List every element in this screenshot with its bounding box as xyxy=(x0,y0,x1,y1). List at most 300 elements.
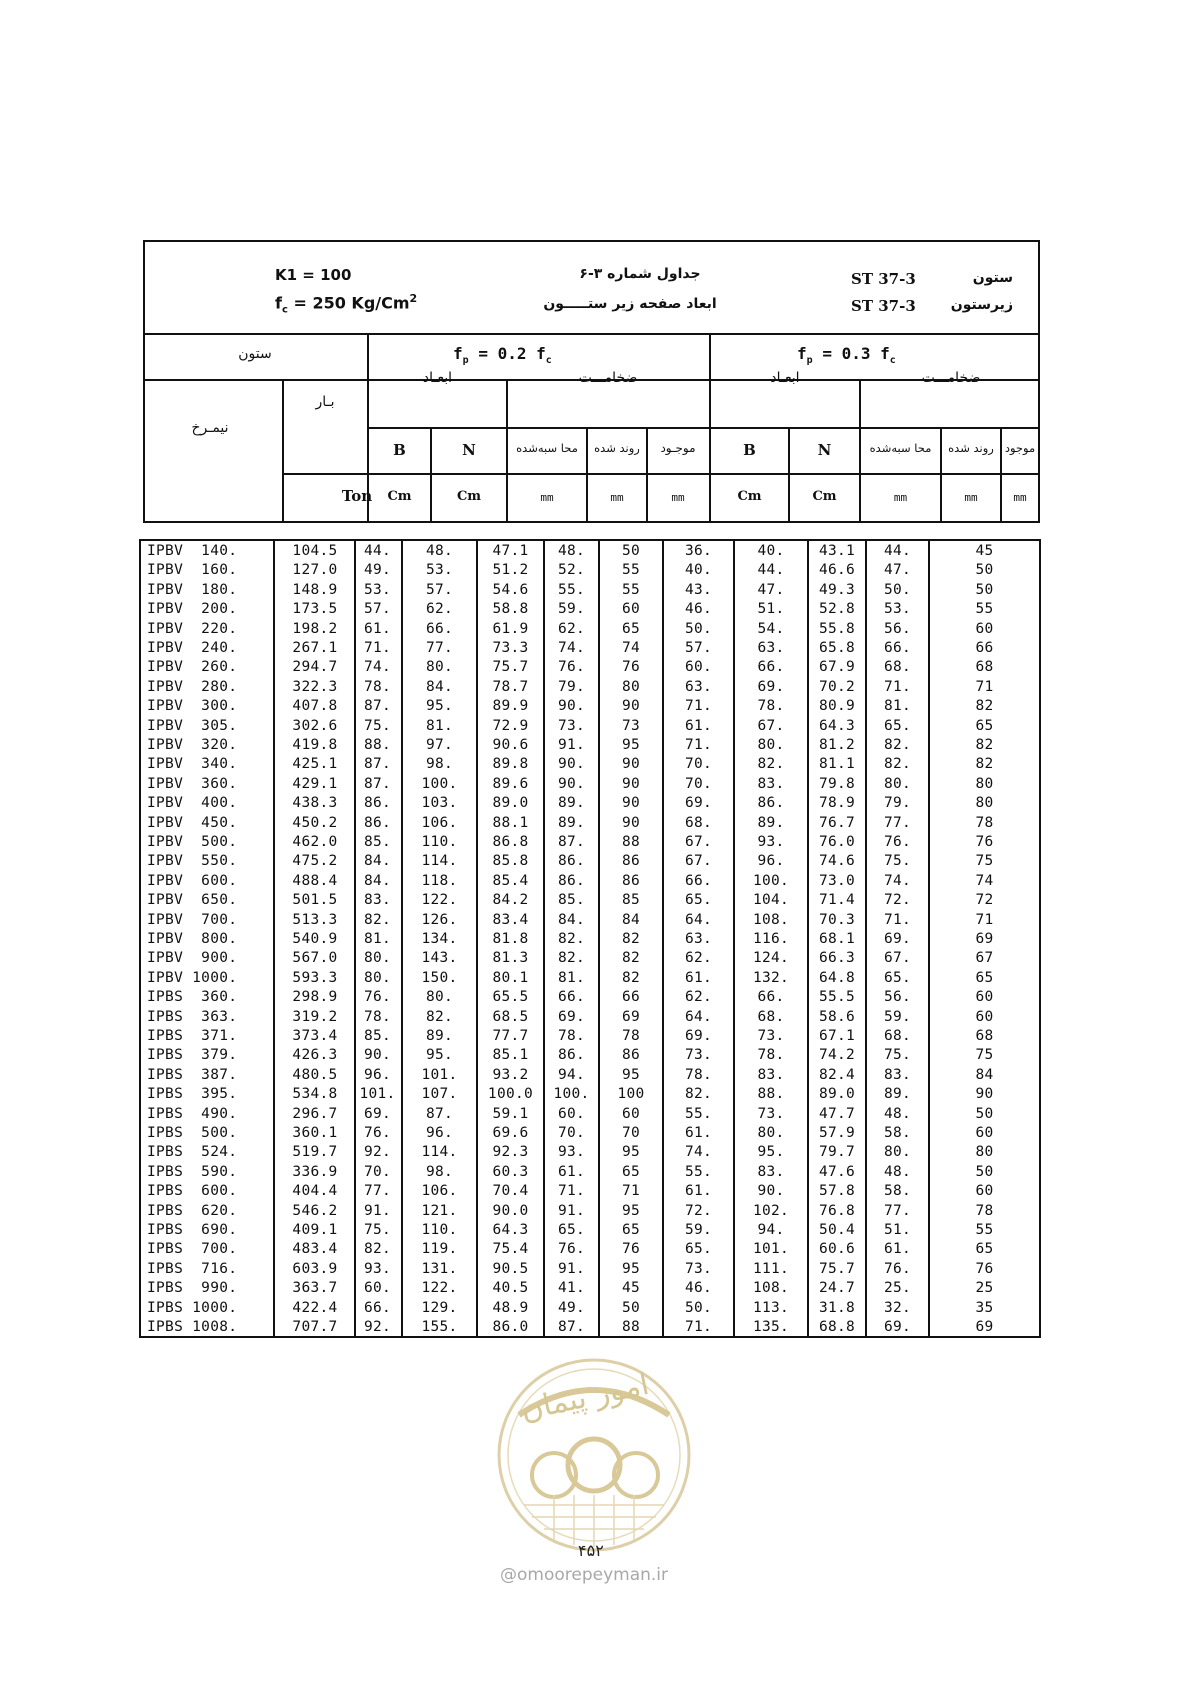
table-row xyxy=(141,600,1039,619)
value-cell: 76 xyxy=(975,1260,994,1277)
value-cell: 90. xyxy=(557,775,586,792)
table-row xyxy=(141,1221,1039,1240)
value-cell: 55. xyxy=(557,581,586,598)
value-cell: 409.1 xyxy=(292,1222,338,1238)
value-cell: 70. xyxy=(557,1125,586,1141)
table-row xyxy=(141,755,1039,774)
value-cell: 50 xyxy=(975,562,994,579)
value-cell: 61. xyxy=(684,1125,713,1141)
table-row xyxy=(141,891,1039,910)
value-cell: 438.3 xyxy=(292,795,338,812)
value-cell: 57. xyxy=(363,601,392,618)
value-cell: 44. xyxy=(757,562,785,579)
dims-header-02: ابعـاد xyxy=(422,370,453,386)
value-cell: 64.3 xyxy=(492,1222,529,1238)
value-cell: 267.1 xyxy=(292,640,338,656)
profile-cell: IPBS 620. xyxy=(147,1202,238,1219)
value-cell: 55. xyxy=(684,1163,713,1180)
value-cell: 462.0 xyxy=(292,834,338,850)
value-cell: 67 xyxy=(975,950,994,967)
value-cell: 80. xyxy=(757,1125,785,1141)
watermark-logo-text: امور پیمان xyxy=(517,1366,653,1429)
value-cell: 95 xyxy=(621,1202,641,1219)
value-cell: 114. xyxy=(421,1144,458,1161)
value-cell: 57.8 xyxy=(818,1183,856,1200)
value-cell: 104. xyxy=(752,892,790,909)
value-cell: 40. xyxy=(757,543,785,559)
value-cell: 71.4 xyxy=(818,892,856,909)
value-cell: 73. xyxy=(684,1047,713,1064)
value-cell: 65 xyxy=(975,969,994,986)
b-header-02: B xyxy=(393,441,406,459)
value-cell: 61. xyxy=(883,1241,912,1258)
value-cell: 80. xyxy=(363,950,392,967)
value-cell: 82 xyxy=(621,950,641,967)
value-cell: 87. xyxy=(363,756,392,773)
table-row xyxy=(141,581,1039,600)
value-cell: 87. xyxy=(363,698,392,715)
n-header-02: N xyxy=(462,441,476,459)
load-header: بـار xyxy=(315,394,335,410)
profile-cell: IPBV 180. xyxy=(147,581,238,598)
value-cell: 103. xyxy=(421,795,458,812)
table-row xyxy=(141,717,1039,736)
value-cell: 93.2 xyxy=(492,1066,529,1083)
value-cell: 68 xyxy=(975,659,994,676)
value-cell: 74. xyxy=(363,659,392,676)
value-cell: 65. xyxy=(684,1241,713,1258)
value-cell: 65 xyxy=(621,620,641,637)
value-cell: 66. xyxy=(757,989,785,1006)
value-cell: 81.2 xyxy=(818,737,856,753)
value-cell: 86.0 xyxy=(492,1319,529,1335)
value-cell: 52.8 xyxy=(818,601,856,618)
value-cell: 93. xyxy=(557,1144,586,1161)
value-cell: 65 xyxy=(975,1241,994,1258)
value-cell: 404.4 xyxy=(292,1183,338,1200)
value-cell: 56. xyxy=(883,620,912,637)
value-cell: 53. xyxy=(883,601,912,618)
value-cell: 546.2 xyxy=(292,1202,338,1219)
value-cell: 48. xyxy=(883,1163,912,1180)
table-row xyxy=(141,620,1039,639)
value-cell: 87. xyxy=(557,834,586,850)
value-cell: 81. xyxy=(557,969,586,986)
value-cell: 50 xyxy=(621,543,641,559)
profile-cell: IPBV 260. xyxy=(147,659,238,676)
value-cell: 419.8 xyxy=(292,737,338,753)
value-cell: 90 xyxy=(621,756,641,773)
value-cell: 475.2 xyxy=(292,853,338,870)
value-cell: 71. xyxy=(883,911,912,928)
value-cell: 90.0 xyxy=(492,1202,529,1219)
value-cell: 429.1 xyxy=(292,775,338,792)
table-row xyxy=(141,1008,1039,1027)
profile-cell: IPBS 360. xyxy=(147,989,238,1006)
value-cell: 488.4 xyxy=(292,872,338,889)
value-cell: 66.3 xyxy=(818,950,856,967)
n-header-03: N xyxy=(817,441,832,459)
value-cell: 90. xyxy=(363,1047,392,1064)
value-cell: 72. xyxy=(684,1202,713,1219)
value-cell: 119. xyxy=(421,1241,458,1258)
value-cell: 69. xyxy=(684,1028,713,1044)
value-cell: 62. xyxy=(425,601,454,618)
value-cell: 25 xyxy=(975,1280,994,1297)
value-cell: 86. xyxy=(557,1047,586,1064)
value-cell: 513.3 xyxy=(292,911,338,928)
value-cell: 422.4 xyxy=(292,1299,338,1316)
value-cell: 319.2 xyxy=(292,1008,338,1025)
value-cell: 90 xyxy=(621,698,641,715)
table-row xyxy=(141,1105,1039,1124)
value-cell: 296.7 xyxy=(292,1105,338,1122)
watermark-site: @omoorepeyman.ir xyxy=(500,1565,669,1585)
value-cell: 81.8 xyxy=(492,931,529,947)
value-cell: 78.9 xyxy=(818,795,856,812)
value-cell: 127.0 xyxy=(292,562,338,579)
value-cell: 78. xyxy=(757,698,785,715)
value-cell: 47. xyxy=(757,581,785,598)
unit-mm: mm xyxy=(610,491,624,504)
value-cell: 60 xyxy=(621,1105,641,1122)
value-cell: 62. xyxy=(557,620,586,637)
value-cell: 49. xyxy=(363,562,392,579)
value-cell: 89.0 xyxy=(818,1086,856,1103)
value-cell: 567.0 xyxy=(292,950,338,967)
value-cell: 79.7 xyxy=(818,1144,856,1161)
value-cell: 87. xyxy=(363,775,392,792)
value-cell: 56. xyxy=(883,989,912,1006)
profile-cell: IPBV 220. xyxy=(147,620,238,637)
value-cell: 88 xyxy=(621,1319,641,1335)
value-cell: 80.9 xyxy=(818,698,856,715)
value-cell: 78 xyxy=(975,814,994,831)
value-cell: 88 xyxy=(621,834,641,850)
header-divider xyxy=(282,473,1038,475)
value-cell: 302.6 xyxy=(292,717,338,734)
value-cell: 95 xyxy=(621,1066,641,1083)
value-cell: 65. xyxy=(883,969,912,986)
value-cell: 90. xyxy=(757,1183,785,1200)
unit-cm: Cm xyxy=(737,489,762,504)
table-row xyxy=(141,1046,1039,1065)
base-label: زیرستون xyxy=(950,297,1013,313)
value-cell: 60 xyxy=(975,1008,994,1025)
value-cell: 71 xyxy=(621,1183,641,1200)
data-table xyxy=(139,539,1041,1338)
table-row xyxy=(141,1085,1039,1104)
profile-cell: IPBV 320. xyxy=(147,737,238,753)
value-cell: 363.7 xyxy=(292,1280,338,1297)
value-cell: 25. xyxy=(883,1280,912,1297)
value-cell: 77. xyxy=(883,1202,912,1219)
table-row xyxy=(141,736,1039,755)
value-cell: 36. xyxy=(684,543,713,559)
value-cell: 61. xyxy=(557,1163,586,1180)
value-cell: 32. xyxy=(883,1299,912,1316)
value-cell: 91. xyxy=(363,1202,392,1219)
value-cell: 74 xyxy=(621,640,641,656)
value-cell: 66. xyxy=(425,620,454,637)
value-cell: 84. xyxy=(557,911,586,928)
value-cell: 50 xyxy=(975,1163,994,1180)
table-row xyxy=(141,1182,1039,1201)
value-cell: 71 xyxy=(975,678,994,695)
value-cell: 77. xyxy=(425,640,454,656)
value-cell: 96. xyxy=(425,1125,454,1141)
value-cell: 35 xyxy=(975,1299,994,1316)
table-row xyxy=(141,833,1039,852)
table-title: ابعاد صفحه زیر ستـــــون xyxy=(543,296,717,312)
value-cell: 52. xyxy=(557,562,586,579)
value-cell: 83. xyxy=(883,1066,912,1083)
value-cell: 131. xyxy=(421,1260,458,1277)
value-cell: 93. xyxy=(757,834,785,850)
value-cell: 60. xyxy=(684,659,713,676)
value-cell: 483.4 xyxy=(292,1241,338,1258)
value-cell: 60.6 xyxy=(818,1241,856,1258)
value-cell: 75. xyxy=(363,717,392,734)
value-cell: 60 xyxy=(621,601,641,618)
value-cell: 50 xyxy=(975,581,994,598)
value-cell: 51.2 xyxy=(492,562,529,579)
value-cell: 106. xyxy=(421,814,458,831)
value-cell: 74. xyxy=(684,1144,713,1161)
table-row xyxy=(141,678,1039,697)
value-cell: 70. xyxy=(363,1163,392,1180)
table-row xyxy=(141,794,1039,813)
value-cell: 90 xyxy=(621,814,641,831)
value-cell: 73 xyxy=(621,717,641,734)
value-cell: 155. xyxy=(421,1319,458,1335)
value-cell: 336.9 xyxy=(292,1163,338,1180)
value-cell: 66 xyxy=(975,640,994,656)
value-cell: 76. xyxy=(557,1241,586,1258)
value-cell: 53. xyxy=(425,562,454,579)
value-cell: 63. xyxy=(757,640,785,656)
value-cell: 82.4 xyxy=(818,1066,856,1083)
value-cell: 425.1 xyxy=(292,756,338,773)
value-cell: 68.5 xyxy=(492,1008,529,1025)
value-cell: 73. xyxy=(684,1260,713,1277)
value-cell: 69. xyxy=(883,931,912,947)
profile-cell: IPBS 524. xyxy=(147,1144,238,1161)
value-cell: 31.8 xyxy=(818,1299,856,1316)
value-cell: 360.1 xyxy=(292,1125,338,1141)
value-cell: 62. xyxy=(684,950,713,967)
value-cell: 64. xyxy=(684,1008,713,1025)
value-cell: 75.4 xyxy=(492,1241,529,1258)
value-cell: 110. xyxy=(421,1222,458,1238)
value-cell: 89. xyxy=(557,795,586,812)
profile-cell: IPBV 1000. xyxy=(147,969,238,986)
value-cell: 57. xyxy=(684,640,713,656)
value-cell: 450.2 xyxy=(292,814,338,831)
value-cell: 69. xyxy=(557,1008,586,1025)
value-cell: 86. xyxy=(363,814,392,831)
value-cell: 57.9 xyxy=(818,1125,856,1141)
value-cell: 74. xyxy=(557,640,586,656)
value-cell: 76. xyxy=(883,1260,912,1277)
value-cell: 101. xyxy=(359,1086,396,1103)
value-cell: 80 xyxy=(975,775,994,792)
value-cell: 68.8 xyxy=(818,1319,856,1335)
profile-cell: IPBS 600. xyxy=(147,1183,238,1200)
value-cell: 134. xyxy=(421,931,458,947)
value-cell: 95 xyxy=(621,1144,641,1161)
profile-cell: IPBS 395. xyxy=(147,1086,238,1103)
value-cell: 50 xyxy=(621,1299,641,1316)
value-cell: 73. xyxy=(757,1105,785,1122)
profile-cell: IPBS 1000. xyxy=(147,1299,238,1316)
unit-mm: mm xyxy=(540,491,554,504)
table-row xyxy=(141,1027,1039,1046)
value-cell: 68. xyxy=(883,659,912,676)
rounded-header-03: روند شده xyxy=(948,441,994,455)
value-cell: 66. xyxy=(883,640,912,656)
value-cell: 74.6 xyxy=(818,853,856,870)
value-cell: 100 xyxy=(617,1086,645,1103)
value-cell: 66 xyxy=(621,989,641,1006)
calculated-header-02: محا سبه‌شده xyxy=(516,441,578,455)
value-cell: 114. xyxy=(421,853,458,870)
value-cell: 85. xyxy=(363,834,392,850)
table-row xyxy=(141,911,1039,930)
value-cell: 426.3 xyxy=(292,1047,338,1064)
value-cell: 80. xyxy=(883,1144,912,1161)
value-cell: 65 xyxy=(621,1163,641,1180)
value-cell: 61.9 xyxy=(492,620,529,637)
column-label: ستون xyxy=(972,270,1013,286)
value-cell: 78. xyxy=(757,1047,785,1064)
profile-cell: IPBS 1008. xyxy=(147,1319,238,1335)
value-cell: 43. xyxy=(684,581,713,598)
value-cell: 90 xyxy=(621,795,641,812)
value-cell: 81. xyxy=(363,931,392,947)
table-row xyxy=(141,930,1039,949)
value-cell: 74 xyxy=(975,872,994,889)
value-cell: 80 xyxy=(975,1144,994,1161)
value-cell: 96. xyxy=(757,853,785,870)
value-cell: 61. xyxy=(684,969,713,986)
value-cell: 70 xyxy=(621,1125,641,1141)
value-cell: 50 xyxy=(975,1105,994,1122)
value-cell: 72 xyxy=(975,892,994,909)
table-row xyxy=(141,872,1039,891)
value-cell: 122. xyxy=(421,1280,458,1297)
value-cell: 76 xyxy=(975,834,994,850)
value-cell: 61. xyxy=(684,717,713,734)
fc-value: $f_c = 250$ Kg/Cm$^2$ xyxy=(275,292,418,316)
profile-header: نیمـرخ xyxy=(191,420,229,436)
value-cell: 50. xyxy=(684,1299,713,1316)
value-cell: 43.1 xyxy=(818,543,856,559)
value-cell: 55 xyxy=(975,1222,994,1238)
value-cell: 89.8 xyxy=(492,756,529,773)
profile-cell: IPBV 700. xyxy=(147,911,238,928)
value-cell: 80.1 xyxy=(492,969,529,986)
value-cell: 95 xyxy=(621,737,641,753)
value-cell: 86 xyxy=(621,872,641,889)
value-cell: 66. xyxy=(684,872,713,889)
table-row xyxy=(141,1124,1039,1143)
value-cell: 44. xyxy=(363,543,392,559)
unit-mm: mm xyxy=(671,491,685,504)
value-cell: 70.4 xyxy=(492,1183,529,1200)
table-row xyxy=(141,1066,1039,1085)
value-cell: 79. xyxy=(883,795,912,812)
value-cell: 100.0 xyxy=(487,1086,534,1103)
value-cell: 68. xyxy=(883,1028,912,1044)
value-cell: 64. xyxy=(684,911,713,928)
value-cell: 707.7 xyxy=(292,1319,338,1335)
table-row xyxy=(141,949,1039,968)
value-cell: 82. xyxy=(557,931,586,947)
dims-header-03: ابعـاد xyxy=(770,370,800,386)
value-cell: 58.8 xyxy=(492,601,529,618)
value-cell: 108. xyxy=(752,911,790,928)
unit-cm: Cm xyxy=(812,489,837,504)
value-cell: 322.3 xyxy=(292,678,338,695)
value-cell: 92.3 xyxy=(492,1144,529,1161)
value-cell: 95 xyxy=(621,1260,641,1277)
unit-mm: mm xyxy=(893,491,908,504)
profile-cell: IPBV 140. xyxy=(147,543,238,559)
value-cell: 69 xyxy=(621,1008,641,1025)
column-steel: ST 37-3 xyxy=(851,270,916,288)
value-cell: 95. xyxy=(425,1047,454,1064)
table-row xyxy=(141,542,1039,561)
value-cell: 93. xyxy=(363,1260,392,1277)
value-cell: 65. xyxy=(684,892,713,909)
value-cell: 86. xyxy=(557,872,586,889)
value-cell: 84. xyxy=(425,678,454,695)
value-cell: 87. xyxy=(425,1105,454,1122)
value-cell: 84 xyxy=(621,911,641,928)
value-cell: 90. xyxy=(557,756,586,773)
value-cell: 101. xyxy=(421,1066,458,1083)
value-cell: 47. xyxy=(883,562,912,579)
value-cell: 118. xyxy=(421,872,458,889)
value-cell: 51. xyxy=(883,1222,912,1238)
value-cell: 55. xyxy=(684,1105,713,1122)
value-cell: 40.5 xyxy=(492,1280,529,1297)
value-cell: 65. xyxy=(557,1222,586,1238)
value-cell: 71. xyxy=(684,698,713,715)
value-cell: 89.6 xyxy=(492,775,529,792)
value-cell: 46. xyxy=(684,1280,713,1297)
value-cell: 95. xyxy=(425,698,454,715)
value-cell: 88. xyxy=(757,1086,785,1103)
unit-ton: Ton xyxy=(341,487,373,505)
value-cell: 40. xyxy=(684,562,713,579)
value-cell: 90 xyxy=(975,1086,994,1103)
value-cell: 80. xyxy=(757,737,785,753)
value-cell: 76 xyxy=(621,659,641,676)
value-cell: 94. xyxy=(557,1066,586,1083)
value-cell: 69. xyxy=(757,678,785,695)
value-cell: 82 xyxy=(621,969,641,986)
profile-cell: IPBS 387. xyxy=(147,1066,238,1083)
value-cell: 89. xyxy=(883,1086,912,1103)
value-cell: 90.5 xyxy=(492,1260,529,1277)
value-cell: 519.7 xyxy=(292,1144,338,1161)
value-cell: 75. xyxy=(883,1047,912,1064)
value-cell: 298.9 xyxy=(292,989,338,1006)
value-cell: 121. xyxy=(421,1202,458,1219)
table-row xyxy=(141,814,1039,833)
